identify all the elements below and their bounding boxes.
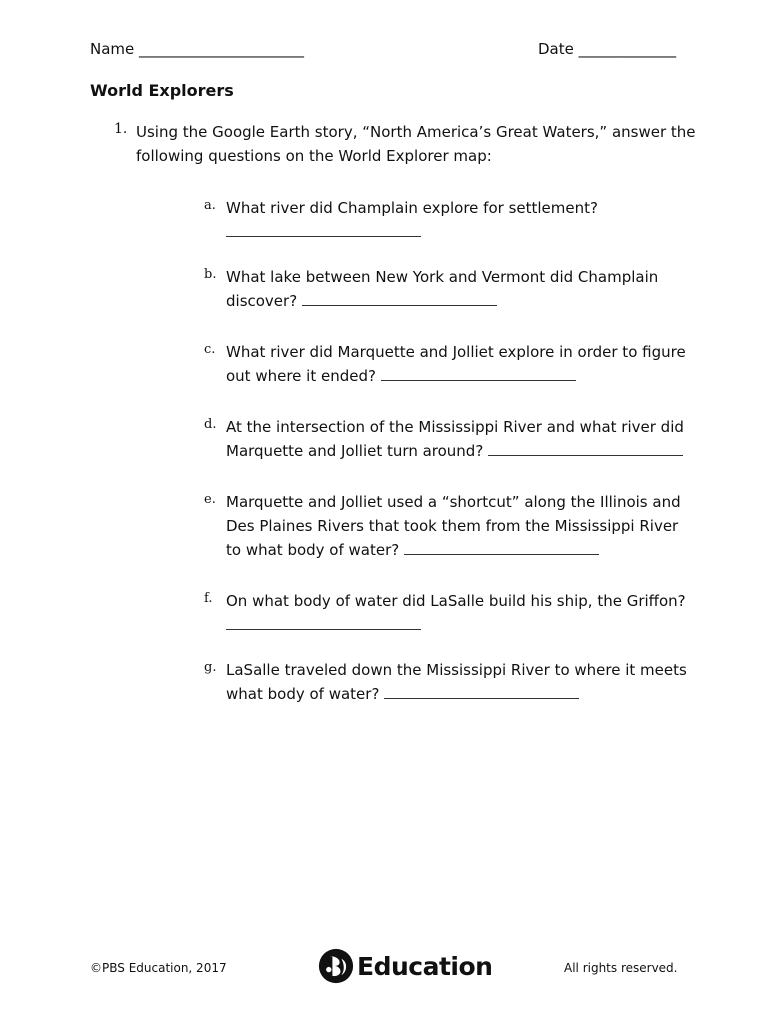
- answer-blank[interactable]: [226, 220, 421, 237]
- item-text: On what body of water did LaSalle build his ship, the Griffon?: [226, 592, 686, 610]
- item-text: What river did Marquette and Jolliet explore in order to figure out where it ended?: [226, 343, 686, 385]
- answer-blank[interactable]: [404, 540, 599, 555]
- item-letter: f.: [204, 591, 213, 606]
- answer-blank[interactable]: [384, 684, 579, 699]
- item-letter: c.: [204, 342, 216, 357]
- item-body: [226, 490, 696, 562]
- item-letter: d.: [204, 417, 217, 432]
- question-text: Using the Google Earth story, “North America’s Great Waters,” answer the following questions on the World Explorer map:: [136, 123, 696, 165]
- pbs-head-logo-icon: [318, 948, 354, 984]
- item-letter: g.: [204, 660, 217, 675]
- copyright-text: ©PBS Education, 2017: [90, 961, 227, 975]
- item-body: [226, 658, 696, 706]
- item-body: [226, 196, 696, 237]
- page-title: World Explorers: [90, 81, 234, 100]
- item-text: What river did Champlain explore for settlement?: [226, 199, 598, 217]
- question-number: 1.: [114, 121, 128, 137]
- name-field-label: Name ______________________: [90, 40, 305, 58]
- rights-text: All rights reserved.: [564, 961, 678, 975]
- item-body: [226, 265, 696, 313]
- item-letter: b.: [204, 267, 217, 282]
- answer-blank[interactable]: [302, 291, 497, 306]
- item-body: [226, 415, 696, 463]
- item-body: [226, 589, 696, 630]
- pbs-education-logo: [318, 948, 492, 984]
- item-text: At the intersection of the Mississippi River and what river did Marquette and Jolliet turn around?: [226, 418, 684, 460]
- answer-blank[interactable]: [381, 366, 576, 381]
- item-letter: a.: [204, 198, 216, 213]
- item-body: [226, 340, 696, 388]
- date-field-label: Date _____________: [538, 40, 677, 58]
- item-letter: e.: [204, 492, 216, 507]
- item-text: LaSalle traveled down the Mississippi River to where it meets what body of water?: [226, 661, 687, 703]
- item-text: What lake between New York and Vermont did Champlain discover?: [226, 268, 659, 310]
- answer-blank[interactable]: [488, 441, 683, 456]
- answer-blank[interactable]: [226, 613, 421, 630]
- logo-wordmark: Education: [357, 951, 493, 981]
- item-text: Marquette and Jolliet used a “shortcut” along the Illinois and Des Plaines Rivers that took them from the Mississippi River to what body of water?: [226, 493, 681, 559]
